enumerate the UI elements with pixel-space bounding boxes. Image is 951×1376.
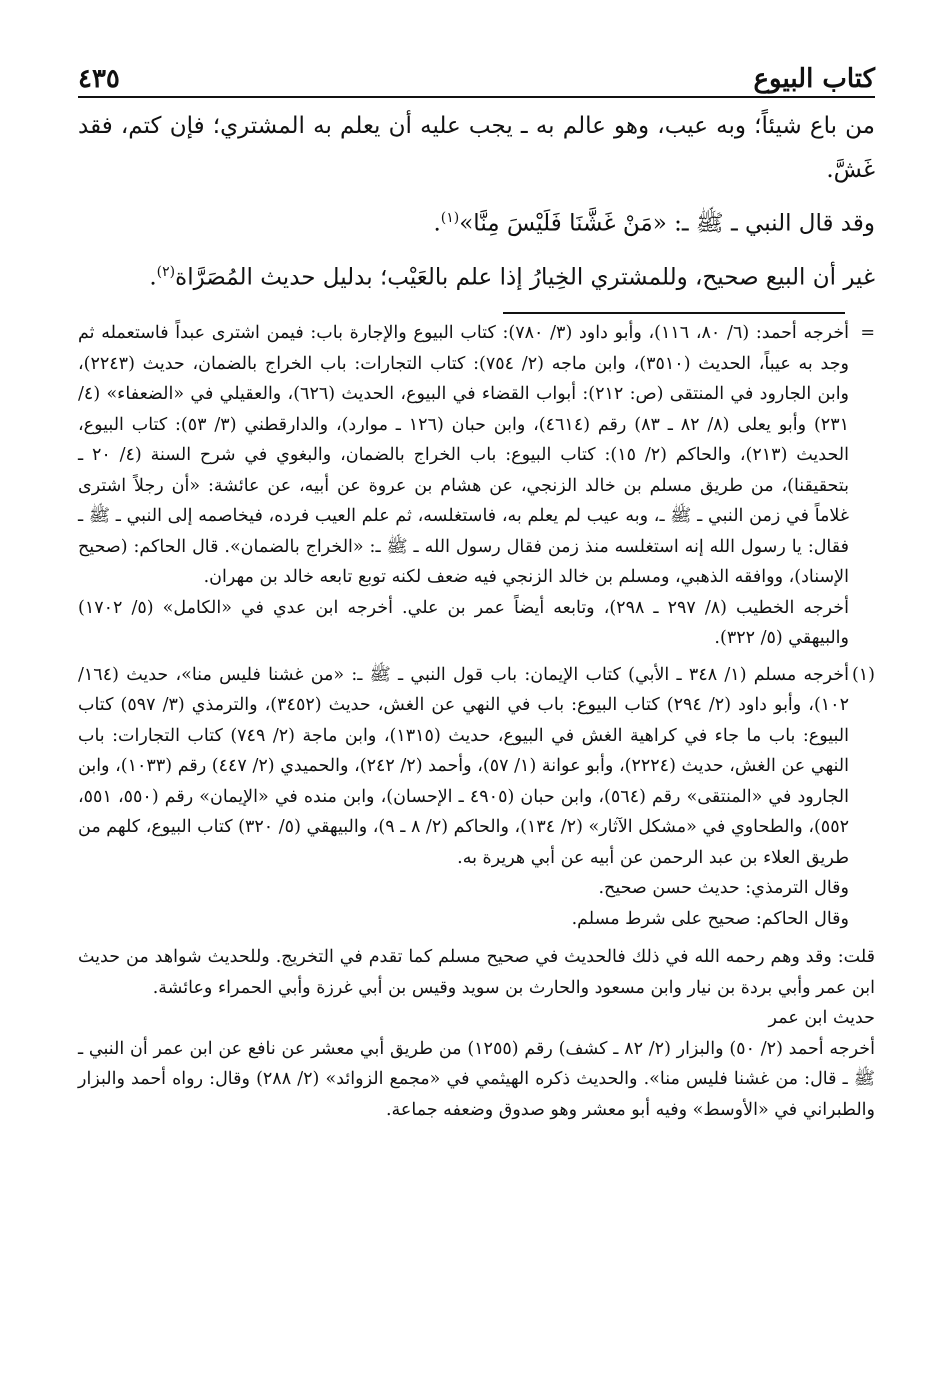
footnote-paragraph: أخرجه أحمد: (٦/ ٨٠، ١١٦)، وأبو داود (٣/ ٧٨٠): كتاب البيوع والإجارة باب: فيمن اشترى عبداً فاستعمله ثم وجد به عيباً، الحديث (٣٥١٠)، وابن ماجه (٢/ ٧٥٤): كتاب التجارات: باب الخراج بالضمان، حديث (٢٢٤٣)، وابن الجارود في المنتقى (ص: ٢١٢): أبواب القضاء في البيوع، الحديث (٦٢٦)، والعقيلي في «الضعفاء» (٤/ ٢٣١) وأبو يعلى (٨/ ٨٢ ـ ٨٣) رقم (٤٦١٤)، وابن حبان (١٢٦ ـ موارد)، والدارقطني (٣/ ٥٣): كتاب البيوع، الحديث (٢١٣)، والحاكم (٢/ ١٥): كتاب البيوع: باب الخراج بالضمان، والبغوي في شرح السنة (٤/ ٢٠ ـ بتحقيقنا)، من طريق مسلم بن خالد الزنجي، عن هشام بن عروة عن أبيه، عن عائشة: «أن رجلاً اشترى غلاماً في زمن النبي ـ ﷺ ـ، وبه عيب لم يعلم به، فاستغلسه، ثم علم العيب فرده، فيخاصمه إلى النبي ـ ﷺ ـ فقال: يا رسول الله إنه استغلسه منذ زمن فقال رسول الله ـ ﷺ ـ: «الخراج بالضمان». قال الحاكم: (صحيح الإسناد)، ووافقه الذهبي، ومسلم بن خالد الزنجي فيه ضعف لكنه توبع تابعه خالد بن مهران. [78, 323, 850, 587]
paragraph-end: . [433, 210, 441, 237]
chapter-title: كتاب البيوع [753, 64, 875, 94]
comment-heading: حديث ابن عمر [768, 1008, 875, 1028]
footnote-ref-2: (٢) [156, 263, 176, 280]
main-paragraph-1: من باع شيئاً؛ وبه عيب، وهو عالم به ـ يجب عليه أن يعلم به المشتري؛ فإن كتم، فقد غَشَّ. [78, 113, 875, 183]
footnote-paragraph: وقال الحاكم: صحيح على شرط مسلم. [571, 908, 849, 929]
main-text [78, 104, 875, 303]
comment-paragraph: قلت: وقد وهم رحمه الله في ذلك فالحديث في صحيح مسلم كما تقدم في التخريج. وللحديث شواهد من حديث ابن عمر وأبي بردة بن نيار وابن مسعود والحارث بن سويد وقيس بن أبي غرزة وأبي الحمراء وعائشة. [78, 947, 875, 998]
footnote-ref-1: (١) [440, 210, 460, 226]
comment-paragraph: أخرجه أحمد (٢/ ٥٠) والبزار (٢/ ٨٢ ـ كشف) رقم (١٢٥٥) من طريق أبي معشر عن نافع عن ابن عمر أن النبي ـ ﷺ ـ قال: من غشنا فليس منا». والحديث ذكره الهيثمي في «مجمع الزوائد» (٢/ ٢٨٨) وقال: رواه أحمد والبزار والطبراني في «الأوسط» وفيه أبو معشر وهو صدوق وضعفه جماعة. [78, 1038, 875, 1120]
hadith-quote: وقد قال النبي ـ ﷺ ـ: «مَنْ غَشَّنَا فَلَيْسَ مِنَّا» [459, 210, 875, 237]
paragraph-text: غير أن البيع صحيح، وللمشتري الخِيارُ إذا علم بالعَيْب؛ بدليل حديث المُصَرَّاة [175, 264, 875, 291]
footnote-continued [78, 318, 875, 654]
editor-comment [78, 942, 875, 1125]
paragraph-end: . [149, 264, 157, 291]
running-header [78, 60, 875, 98]
footnote-paragraph: وقال الترمذي: حديث حسن صحيح. [598, 878, 849, 898]
main-paragraph-2 [78, 196, 875, 246]
footnotes [78, 318, 875, 1125]
continuation-marker: = [860, 323, 875, 343]
footnote-1 [78, 660, 875, 935]
footnote-paragraph: أخرجه الخطيب (٨/ ٢٩٧ ـ ٢٩٨)، وتابعه أيضاً عمر بن علي. أخرجه ابن عدي في «الكامل» (٥/ ١٧٠٢) والبيهقي (٥/ ٣٢٢). [78, 597, 849, 648]
main-paragraph-3 [78, 250, 875, 300]
footnote-paragraph: أخرجه مسلم (١/ ٣٤٨ ـ الأبي) كتاب الإيمان: باب قول النبي ـ ﷺ ـ: «من غشنا فليس منا»، حديث (١٦٤/ ١٠٢)، وأبو داود (٢/ ٢٩٤) كتاب البيوع: باب في النهي عن الغش، حديث (٣٤٥٢)، والترمذي (٣/ ٥٩٧) كتاب البيوع: باب ما جاء في كراهية الغش في البيوع، حديث (١٣١٥)، وابن ماجة (٢/ ٧٤٩) كتاب التجارات: باب النهي عن الغش، حديث (٢٢٢٤)، وأبو عوانة (١/ ٥٧)، وأحمد (٢/ ٢٤٢)، والحميدي (٢/ ٤٤٧) رقم (١٠٣٣)، وابن الجارود في «المنتقى» رقم (٥٦٤)، وابن حبان (٤٩٠٥ ـ الإحسان)، وابن منده في «الإيمان» رقم (٥٥٠، ٥٥١، ٥٥٢)، والطحاوي في «مشكل الآثار» (٢/ ١٣٤)، والحاكم (٢/ ٨ ـ ٩)، والبيهقي (٥/ ٣٢٠) كتاب البيوع، كلهم من طريق العلاء بن عبد الرحمن عن أبيه عن أبي هريرة به. [78, 664, 850, 868]
page-number: ٤٣٥ [78, 64, 120, 94]
footnote-marker: (١) [851, 664, 875, 685]
footnote-separator [503, 312, 845, 314]
